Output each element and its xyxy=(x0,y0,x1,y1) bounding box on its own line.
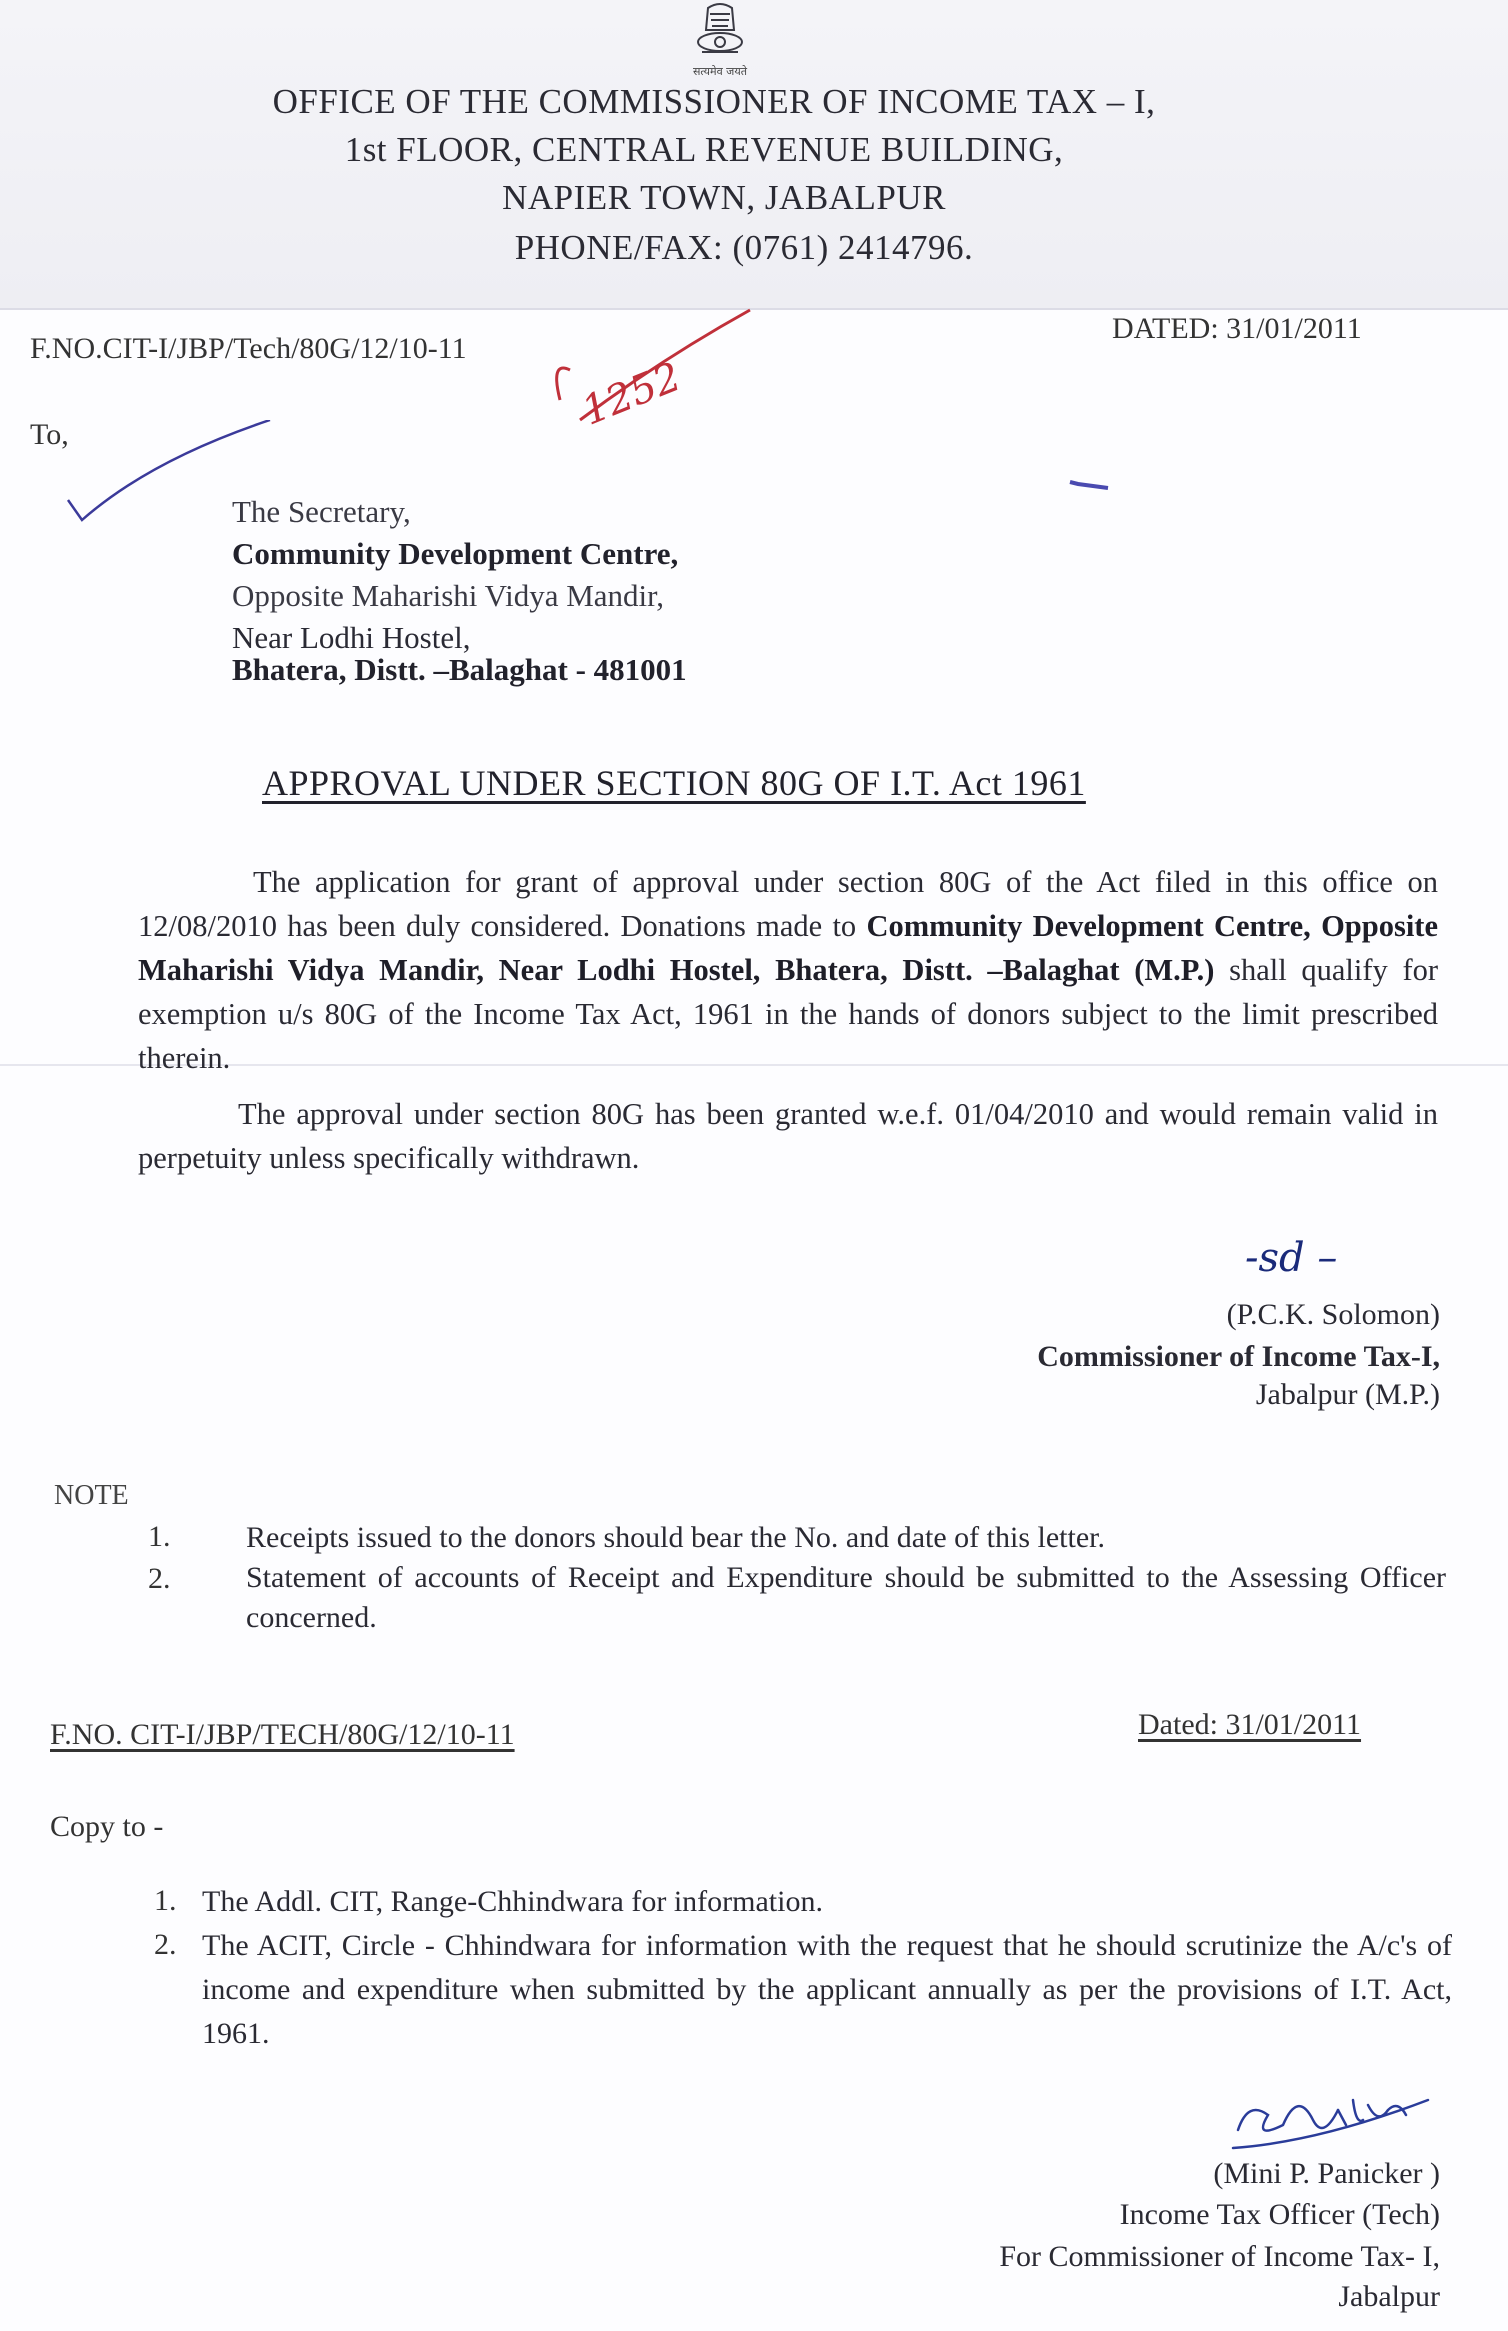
signatory-place: Jabalpur (M.P.) xyxy=(1255,1378,1440,1411)
ink-smudge-mark xyxy=(1068,474,1118,494)
copy-item-number: 2. xyxy=(154,1928,177,1961)
copy-item-number: 1. xyxy=(154,1884,177,1917)
addressee-address-1: Opposite Maharishi Vidya Mandir, xyxy=(232,578,664,613)
officer-name: (Mini P. Panicker ) xyxy=(1213,2157,1440,2190)
letterhead-phone: PHONE/FAX: (0761) 2414796. xyxy=(514,228,974,267)
addressee-address-3: Bhatera, Distt. –Balaghat - 481001 xyxy=(232,652,687,687)
letterhead-office: OFFICE OF THE COMMISSIONER OF INCOME TAX – I, xyxy=(272,82,1156,121)
handwritten-signature-icon xyxy=(1228,2070,1448,2160)
copy-item-text: The ACIT, Circle - Chhindwara for information with the request that he should scrutinize the A/c's of income and expenditure when submitted by the applicant annually as per the provisions of I.T. Act, 1961. xyxy=(202,1929,1452,2050)
note-text: Statement of accounts of Receipt and Expenditure should be submitted to the Assessing Officer concerned. xyxy=(246,1561,1446,1634)
addressee-address-2: Near Lodhi Hostel, xyxy=(232,620,471,655)
paragraph-text: shall qualify for exemption u/s 80G of the Income Tax Act, 1961 in the hands of donors subject to the limit prescribed therein. xyxy=(138,953,1439,1075)
file-number: F.NO.CIT-I/JBP/Tech/80G/12/10-11 xyxy=(30,332,467,365)
signed-mark: -sd – xyxy=(1245,1235,1338,1281)
emblem-caption: सत्यमेव जयते xyxy=(692,65,747,78)
addressee-title: The Secretary, xyxy=(232,494,411,529)
date: DATED: 31/01/2011 xyxy=(1112,312,1362,345)
signatory-name: (P.C.K. Solomon) xyxy=(1226,1298,1440,1331)
officer-for: For Commissioner of Income Tax- I, xyxy=(999,2240,1440,2273)
handwritten-number: 1252 xyxy=(575,353,688,435)
note-text: Receipts issued to the donors should bear the No. and date of this letter. xyxy=(246,1521,1105,1554)
letterhead-city: NAPIER TOWN, JABALPUR xyxy=(502,178,946,217)
validity-paragraph: The approval under section 80G has been granted w.e.f. 01/04/2010 and would remain valid in perpetuity unless specifically withdrawn. xyxy=(138,1097,1438,1175)
to-label: To, xyxy=(30,418,69,451)
paragraph-text: The application for grant of approval under section 80G of the Act filed in this office on 12/08/2010 has been duly considered. Donations made to xyxy=(138,865,1438,943)
copy-date: Dated: 31/01/2011 xyxy=(1138,1708,1362,1741)
officer-place: Jabalpur xyxy=(1338,2280,1440,2313)
copy-to-heading: Copy to - xyxy=(50,1810,164,1843)
subject-heading: APPROVAL UNDER SECTION 80G OF I.T. Act 1961 xyxy=(262,763,1086,803)
copy-file-number: F.NO. CIT-I/JBP/TECH/80G/12/10-11 xyxy=(50,1718,515,1751)
note-number: 2. xyxy=(148,1562,171,1595)
addressee-org: Community Development Centre, xyxy=(232,536,679,571)
approval-paragraph xyxy=(138,860,1438,1080)
handwritten-number-mark xyxy=(540,300,760,440)
paragraph-org-bold: Community Development Centre, Opposite Maharishi Vidya Mandir, Near Lodhi Hostel, Bhatera, Distt. –Balaghat (M.P.) xyxy=(138,909,1439,987)
copy-item-text: The Addl. CIT, Range-Chhindwara for information. xyxy=(202,1885,823,1918)
signatory-designation: Commissioner of Income Tax-I, xyxy=(1037,1340,1440,1373)
note-number: 1. xyxy=(148,1520,171,1553)
letterhead-building: 1st FLOOR, CENTRAL REVENUE BUILDING, xyxy=(344,130,1064,169)
officer-designation: Income Tax Officer (Tech) xyxy=(1119,2198,1440,2231)
note-heading: NOTE xyxy=(54,1480,129,1511)
